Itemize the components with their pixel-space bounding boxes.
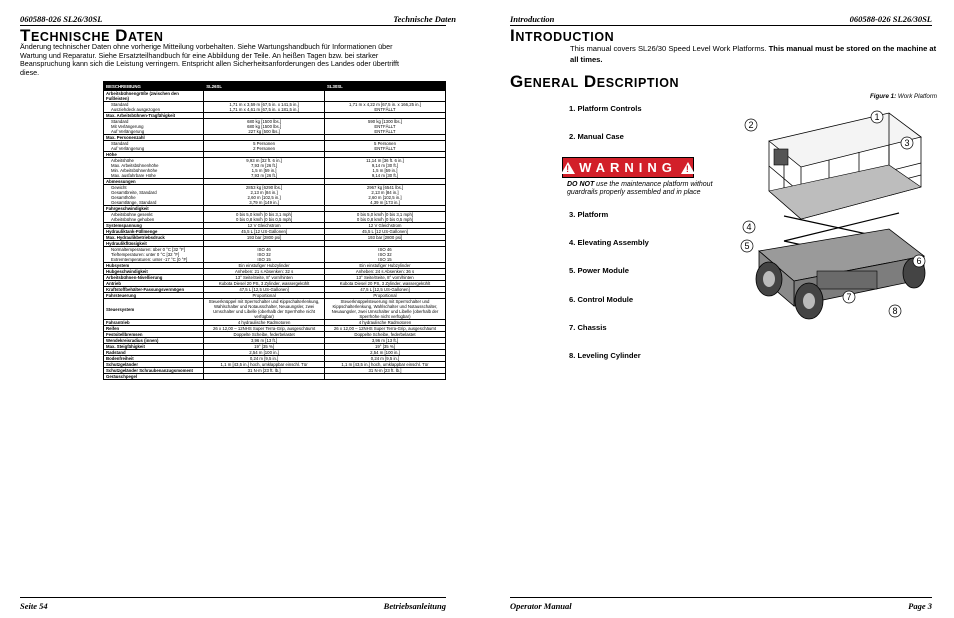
intro-paragraph (570, 44, 940, 65)
table-cell: Fahrgeschwindigkeit (104, 206, 204, 212)
page-title: TECHNISCHE DATEN (20, 26, 164, 45)
list-item: 6. Control Module (569, 295, 634, 304)
table-cell (204, 374, 325, 380)
header-left: Introduction (510, 14, 555, 24)
table-cell: Ein einstufiger Hubzylinder (204, 263, 325, 269)
table-cell: 4 hydraulische Radmotoren (204, 320, 325, 326)
table-cell: Standard (104, 141, 204, 147)
table-cell: 12 V Gleichstrom (324, 223, 445, 229)
table-cell: 680 kg [1500 lbs.] (204, 124, 325, 129)
list-item: 8. Leveling Cylinder (569, 351, 641, 360)
table-cell: 1,71 m x 4,61 m [67,5 in. x 181,5 in.] (204, 107, 325, 113)
table-cell: 2,54 m [100 in.] (204, 350, 325, 356)
table-cell: Arbeitsbühnen-Nivellierung (104, 275, 204, 281)
table-cell: Proportional (324, 293, 445, 299)
footer-right: Page 3 (908, 601, 932, 611)
table-cell: 0 bis 5,0 km/h [0 bis 3,1 mph] (324, 212, 445, 218)
table-cell: Tieftemperaturen: unter 0 °C [32 °F] (104, 252, 204, 257)
table-row (104, 229, 446, 235)
table-cell: Hydraulikflüssigkeit (104, 241, 204, 247)
table-cell: Hydrauliktank-Füllmenge (104, 229, 204, 235)
table-cell: Max. ausfahrbare Höhe (104, 173, 204, 179)
table-cell: Arbeitshöhe (104, 158, 204, 164)
table-cell: Festsitellbremsen (104, 332, 204, 338)
table-cell: 2,13 m [84 in.] (324, 190, 445, 195)
table-cell: 45,5 L [12 US-Gallonen] (324, 229, 445, 235)
table-cell: Systemspannung (104, 223, 204, 229)
table-cell: Ein einstufiger Hubzylinder (324, 263, 445, 269)
warning-banner (562, 157, 694, 178)
list-item: 2. Manual Case (569, 132, 624, 141)
right-page (477, 0, 954, 618)
table-cell: Mit Verlängerung (104, 124, 204, 129)
table-cell: Ausziehdeck ausgezogen (104, 107, 204, 113)
table-cell: 2 Personen (204, 146, 325, 152)
footer-left: Operator Manual (510, 601, 572, 611)
table-cell: 45,5 L [12 US-Gallonen] (204, 229, 325, 235)
table-cell: Gesamtlänge, Standard (104, 200, 204, 206)
table-cell: 1,5 m [59 in.] (204, 168, 325, 173)
table-cell: Anheben: 24 s Absenken: 36 s (324, 269, 445, 275)
list-item: 5. Power Module (569, 266, 629, 275)
figure-label: Figure 1: (870, 93, 897, 100)
table-cell: Min. Arbeitsbühnenhöhe (104, 168, 204, 173)
table-row (104, 91, 446, 102)
table-cell: 590 kg [1300 lbs.] (324, 119, 445, 125)
table-cell: 13° Seite/Seite, 8° vorn/hinten (324, 275, 445, 281)
column-header: SL30SL (324, 82, 445, 91)
table-cell: 3,79 m [149 in.] (204, 200, 325, 206)
intro-bold: This manual must be stored on the machine at all times. (570, 44, 937, 64)
table-cell: Schutzgeländer Schraubenanzugsmoment (104, 368, 204, 374)
table-cell: Arbeitsbühne gehoben (104, 217, 204, 223)
table-cell: 5 Personen (324, 141, 445, 147)
table-cell: Kraftstoffbehälter-Fassungsvermögen (104, 287, 204, 293)
warning-word: WARNING (579, 160, 677, 175)
callout-number: 8 (892, 306, 898, 316)
figure-caption (870, 93, 937, 100)
footer-rule (20, 597, 446, 598)
table-cell: ISO 15 (324, 257, 445, 263)
table-cell: ENTFÄLLT (324, 107, 445, 113)
table-cell: 11,14 m [36 ft. 6 in.] (324, 158, 445, 164)
table-cell: Antrieb (104, 281, 204, 287)
table-cell: Proportional (204, 293, 325, 299)
table-cell (324, 374, 445, 380)
warning-triangle-icon: ! (681, 162, 695, 174)
intro-paragraph: Änderung technischer Daten ohne vorherige Mitteilung vorbehalten. Siehe Wartungshandbuch für Informationen über Wartung und Reparatur. Siehe Ersatzteilhandbuch für eine Abbildung der Teile. An heißen Tagen bzw. bei starker Beanspruchung kann sich die Leistung verringern. Entspricht allen Sicherheitsanforderungen des Landes oder übertrifft diese. (20, 42, 400, 77)
table-row (104, 368, 446, 374)
table-cell: 2,13 m [84 in.] (204, 190, 325, 195)
table-cell: 9,14 m [30 ft.] (324, 163, 445, 168)
table-cell: Steuerknüppelsteuerung mit Sperrschalter und Kippschalterlenkung, Wahlschalter und Notausschalter, Neuaungsler, zwei Umschalter und Libelle (oberhalb der Sperrhöhe nicht verfügbar) (324, 299, 445, 320)
table-cell: 47,5 L [12,5 US-Gallonen] (324, 287, 445, 293)
warning-bold: DO NOT (567, 181, 595, 188)
table-cell: Doppelte Scheibe, federbelastet (324, 332, 445, 338)
table-cell: 9,93 m [32 ft. 6 in.] (204, 158, 325, 164)
table-cell: Normaltemperaturen: über 0 °C [32 °F] (104, 247, 204, 253)
table-cell: Arbeitsbühne gesenkt (104, 212, 204, 218)
table-cell: 19° [35 %] (204, 344, 325, 350)
intro-text: This manual covers SL26/30 Speed Level Work Platforms. (570, 44, 769, 53)
table-cell: 193 bar [2800 psi] (324, 235, 445, 241)
table-cell: 0,24 m [9,5 in.] (204, 356, 325, 362)
warning-text (567, 181, 737, 197)
table-cell: 9,14 m [30 ft.] (324, 173, 445, 179)
table-row (104, 299, 446, 320)
table-cell: ISO 46 (324, 247, 445, 253)
header-right: Technische Daten (393, 14, 456, 24)
table-cell: Wendekreisradius (innen) (104, 338, 204, 344)
table-cell: 2967 kg [6541 lbs.] (324, 185, 445, 191)
header-right: 060588-026 SL26/30SL (849, 14, 932, 24)
table-cell: Steuerknüppel mit Sperrschalter und Kippschalterlenkung, Wahlschalter und Notausschalter, Neuaungsler, zwei Umschalter und Libelle (oberhalb der Sperrhöhe nicht verfügbar) (204, 299, 325, 320)
table-cell: Max. Hydraulikbetriebsdruck (104, 235, 204, 241)
table-cell: 3,96 m [13 ft.] (324, 338, 445, 344)
table-cell: 0 bis 0,8 km/h [0 bis 0,5 mph] (204, 217, 325, 223)
column-header: SL26SL (204, 82, 325, 91)
wheel-hub (803, 293, 815, 309)
warning-body: use the maintenance platform without guardrails properly assembled and in place (567, 181, 713, 196)
table-cell: Extremtemperaturen: unter -17 °C [0 °F] (104, 257, 204, 263)
table-cell: 3,96 m [13 ft.] (204, 338, 325, 344)
table-cell: 1,71 m x 4,22 m [67,5 in. x 166,25 in.] (324, 102, 445, 108)
table-cell: 26 x 12,00 – 12NHS Super Terra-Grip, ausgeschäumt (324, 326, 445, 332)
column-header: BESCHREIBUNG (104, 82, 204, 91)
table-cell: ENTFÄLLT (324, 146, 445, 152)
table-cell: Max. Personenzahl (104, 135, 204, 141)
table-cell: Anheben: 21 s Absenken: 32 s (204, 269, 325, 275)
callout-number: 6 (916, 256, 922, 266)
table-cell: Hubsystem (104, 263, 204, 269)
table-cell: 26 x 12,00 – 12NHS Super Terra-Grip, ausgeschäumt (204, 326, 325, 332)
table-cell (324, 91, 445, 102)
figure-caption-text: Work Platform (896, 93, 938, 100)
table-cell: 0 bis 0,8 km/h [0 bis 0,5 mph] (324, 217, 445, 223)
list-item: 4. Elevating Assembly (569, 238, 649, 247)
table-cell: 31 N·m [23 ft. lb.] (204, 368, 325, 374)
table-cell: 1,71 m x 3,59 m [67,5 in. x 141,5 in.] (204, 102, 325, 108)
work-platform-figure (739, 101, 929, 329)
table-cell: Höhe (104, 152, 204, 158)
footer-right: Betriebsanleitung (383, 601, 446, 611)
table-cell: Max. Arbeitsbühnen-Tragfähigkeit (104, 113, 204, 119)
table-cell: Abmessungen (104, 179, 204, 185)
header-left: 060588-026 SL26/30SL (20, 14, 103, 24)
table-cell: Reifen (104, 326, 204, 332)
table-header-row (104, 82, 446, 91)
table-cell: Auf Verlängerung (104, 129, 204, 135)
callout-number: 7 (846, 292, 852, 302)
list-item: 7. Chassis (569, 323, 607, 332)
table-cell: Arbeitsbühnengröße (zwischen den Fußleisten) (104, 91, 204, 102)
table-cell: 1,5 m [59 in.] (324, 168, 445, 173)
table-cell: 227 kg [500 lbs.] (204, 129, 325, 135)
table-cell: 7,93 m [26 ft.] (204, 163, 325, 168)
table-cell: 2,54 m [100 in.] (324, 350, 445, 356)
table-row (104, 287, 446, 293)
table-cell: ISO 15 (204, 257, 325, 263)
list-item: 1. Platform Controls (569, 104, 642, 113)
table-row (104, 235, 446, 241)
table-cell (204, 91, 325, 102)
platform-deck (769, 165, 921, 219)
table-cell: 13° Seite/Seite, 8° vorn/hinten (204, 275, 325, 281)
table-cell: Auf Verlängerung (104, 146, 204, 152)
table-cell: 1,1 m [43,5 in.] hoch, umklappbar einschl. Tür (324, 362, 445, 368)
section-title: GENERAL DESCRIPTION (510, 72, 680, 91)
table-cell: Standard (104, 102, 204, 108)
table-row (104, 107, 446, 113)
table-cell: 5 Personen (204, 141, 325, 147)
callout-number: 5 (744, 241, 750, 251)
table-row (104, 374, 446, 380)
table-cell: 19° [35 %] (324, 344, 445, 350)
list-item: 3. Platform (569, 210, 609, 219)
table-cell: ENTFÄLLT (324, 129, 445, 135)
spec-table (103, 81, 446, 380)
table-cell: 47,5 L [12,5 US-Gallonen] (204, 287, 325, 293)
table-cell: Kubota Diesel 20 PS, 3 Zylinder, wassergekühlt (204, 281, 325, 287)
table-cell: ISO 46 (204, 247, 325, 253)
table-cell: Schutzgeländer (104, 362, 204, 368)
table-cell: ENTFÄLLT (324, 124, 445, 129)
table-cell: ISO 32 (204, 252, 325, 257)
callout-number: 2 (748, 120, 754, 130)
table-cell: Hubgeschwindigkeit (104, 269, 204, 275)
table-cell: ISO 32 (324, 252, 445, 257)
table-cell: 2,60 m [102,5 in.] (324, 195, 445, 200)
table-cell: 0,24 m [9,5 in.] (324, 356, 445, 362)
table-cell: 7,93 m [26 ft.] (204, 173, 325, 179)
table-cell: 12 V Gleichstrom (204, 223, 325, 229)
table-cell: Steuersystem (104, 299, 204, 320)
power-module (817, 271, 877, 289)
table-cell: Gewicht (104, 185, 204, 191)
table-cell: Fahrantrieb (104, 320, 204, 326)
warning-triangle-icon: ! (561, 162, 575, 174)
table-cell: Kubota Diesel 20 PS, 3 Zylinder, wassergekühlt (324, 281, 445, 287)
page-title: INTRODUCTION (510, 26, 615, 45)
table-cell: Max. Arbeitsbühnenhöhe (104, 163, 204, 168)
table-cell: 680 kg [1500 lbs.] (204, 119, 325, 125)
callout-number: 4 (746, 222, 752, 232)
table-cell: Radstand (104, 350, 204, 356)
table-cell: 31 N·m [23 ft. lb.] (324, 368, 445, 374)
table-cell: Max. Steigfähigkeit (104, 344, 204, 350)
table-row (104, 200, 446, 206)
platform-controls-box (774, 149, 788, 165)
table-cell: 193 bar [2800 psi] (204, 235, 325, 241)
table-cell: Geräuschpegel (104, 374, 204, 380)
table-cell: 2,60 m [102,5 in.] (204, 195, 325, 200)
table-cell: 1,1 m [43,5 in.] hoch, umklappbar einschl. Tür (204, 362, 325, 368)
footer-left: Seite 54 (20, 601, 48, 611)
table-cell: Standard (104, 119, 204, 125)
table-cell: Gesamthöhe (104, 195, 204, 200)
table-cell: 4,39 m [173 in.] (324, 200, 445, 206)
wheel-hub (763, 271, 775, 287)
callout-number: 1 (874, 112, 880, 122)
callout-number: 3 (904, 138, 910, 148)
table-row (104, 173, 446, 179)
table-row (104, 275, 446, 281)
table-row (104, 338, 446, 344)
table-cell: 2853 kg [6290 lbs.] (204, 185, 325, 191)
table-cell: Fahrsteuerung (104, 293, 204, 299)
table-cell: 0 bis 5,0 km/h [0 bis 3,1 mph] (204, 212, 325, 218)
table-cell: 4 hydraulische Radmotoren (324, 320, 445, 326)
table-cell: Doppelte Scheibe, federbelastet (204, 332, 325, 338)
table-cell: Bodenfreiheit (104, 356, 204, 362)
table-cell: Gesamtbreite, Standard (104, 190, 204, 195)
footer-rule (510, 597, 932, 598)
